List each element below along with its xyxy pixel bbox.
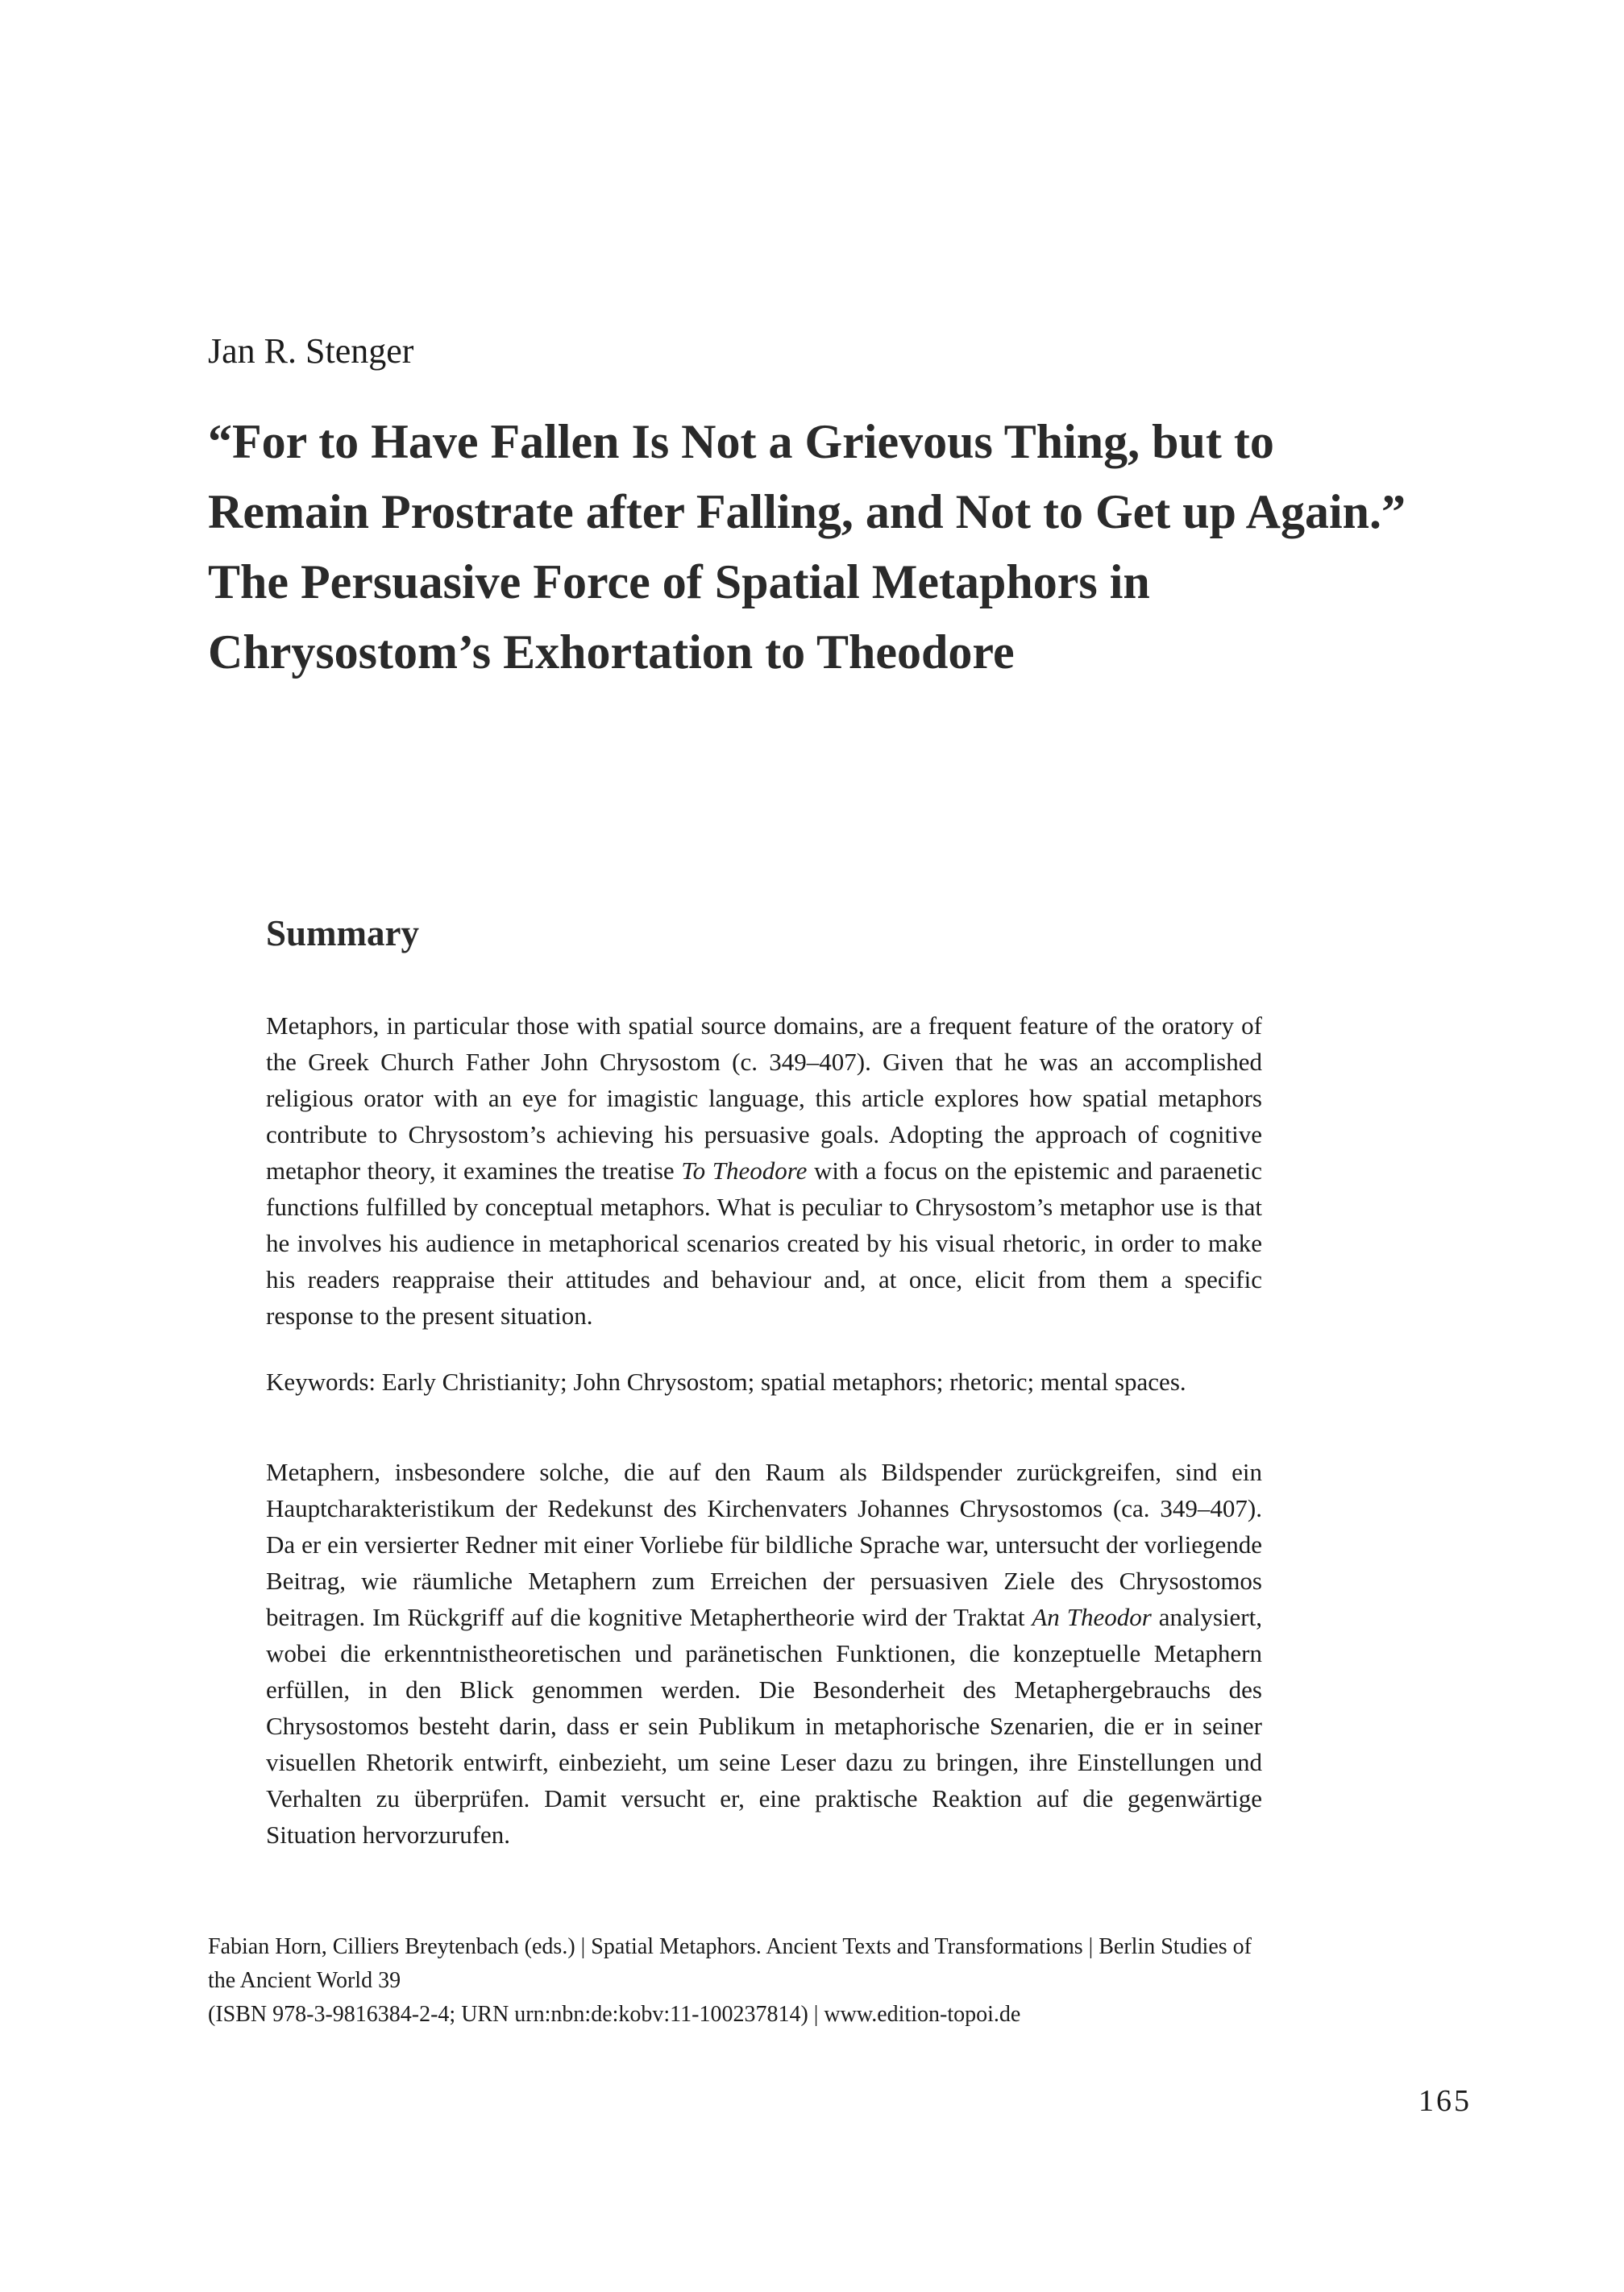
publication-footer xyxy=(208,1930,1272,2032)
keywords: Keywords: Early Christianity; John Chrysostom; spatial metaphors; rhetoric; mental spaces. xyxy=(266,1368,1186,1396)
footer-citation: Fabian Horn, Cilliers Breytenbach (eds.) | Spatial Metaphors. Ancient Texts and Transformations | Berlin Studies of the Ancient World 39 xyxy=(208,1934,1252,1993)
author-name: Jan R. Stenger xyxy=(208,331,414,371)
article-title: “For to Have Fallen Is Not a Grievous Thing, but to Remain Prostrate after Falling, and Not to Get up Again.” The Persuasive Force of Spatial Metaphors in Chrysostom’s Exhortation to Theodore xyxy=(208,415,1406,679)
abstract-german-work-title: An Theodor xyxy=(1032,1603,1152,1631)
abstract-english-part1: Metaphors, in particular those with spatial source domains, are a frequent feature of the oratory of the Greek Church Father John Chrysostom (c. 349–407). Given that he was an accomplished religious orator with an eye for imagistic language, this article explores how spatial metaphors contribute to Chrysostom’s achieving his persuasive goals. Adopting the approach of cognitive metaphor theory, it examines the treatise xyxy=(266,1011,1262,1185)
abstract-german-part2: analysiert, wobei die erkenntnistheoretischen und paränetischen Funktionen, die konzeptuelle Metaphern erfüllen, in den Blick genommen werden. Die Besonderheit des Metaphergebrauchs des Chrysostomos besteht darin, dass er sein Publikum in metaphorische Szenarien, die er in seiner visuellen Rhetorik entwirft, einbezieht, um seine Leser dazu zu bringen, ihre Einstellungen und Verhalten zu überprüfen. Damit versucht er, eine praktische Reaktion auf die gegenwärtige Situation hervorzurufen. xyxy=(266,1603,1262,1849)
page-number: 165 xyxy=(1418,2084,1472,2118)
abstract-english-part2: with a focus on the epistemic and paraenetic functions fulfilled by conceptual metaphors. What is peculiar to Chrysostom’s metaphor use is that he involves his audience in metaphorical scenarios created by his visual rhetoric, in order to make his readers reappraise their attitudes and behaviour and, at once, elicit from them a specific response to the present situation. xyxy=(266,1156,1262,1330)
abstract-german xyxy=(266,1454,1262,1853)
abstract-english xyxy=(266,1007,1262,1334)
abstract-german-part1: Metaphern, insbesondere solche, die auf den Raum als Bildspender zurückgreifen, sind ein Hauptcharakteristikum der Redekunst des Kirchenvaters Johannes Chrysostomos (ca. 349–407). Da er ein versierter Redner mit einer Vorliebe für bildliche Sprache war, untersucht der vorliegende Beitrag, wie räumliche Metaphern zum Erreichen der persuasiven Ziele des Chrysostomos beitragen. Im Rückgriff auf die kognitive Metaphertheorie wird der Traktat xyxy=(266,1458,1262,1631)
footer-isbn-url: (ISBN 978-3-9816384-2-4; URN urn:nbn:de:kobv:11-100237814) | www.edition-topoi.de xyxy=(208,2002,1021,2027)
abstract-english-work-title: To Theodore xyxy=(681,1156,808,1185)
summary-heading: Summary xyxy=(266,913,419,953)
